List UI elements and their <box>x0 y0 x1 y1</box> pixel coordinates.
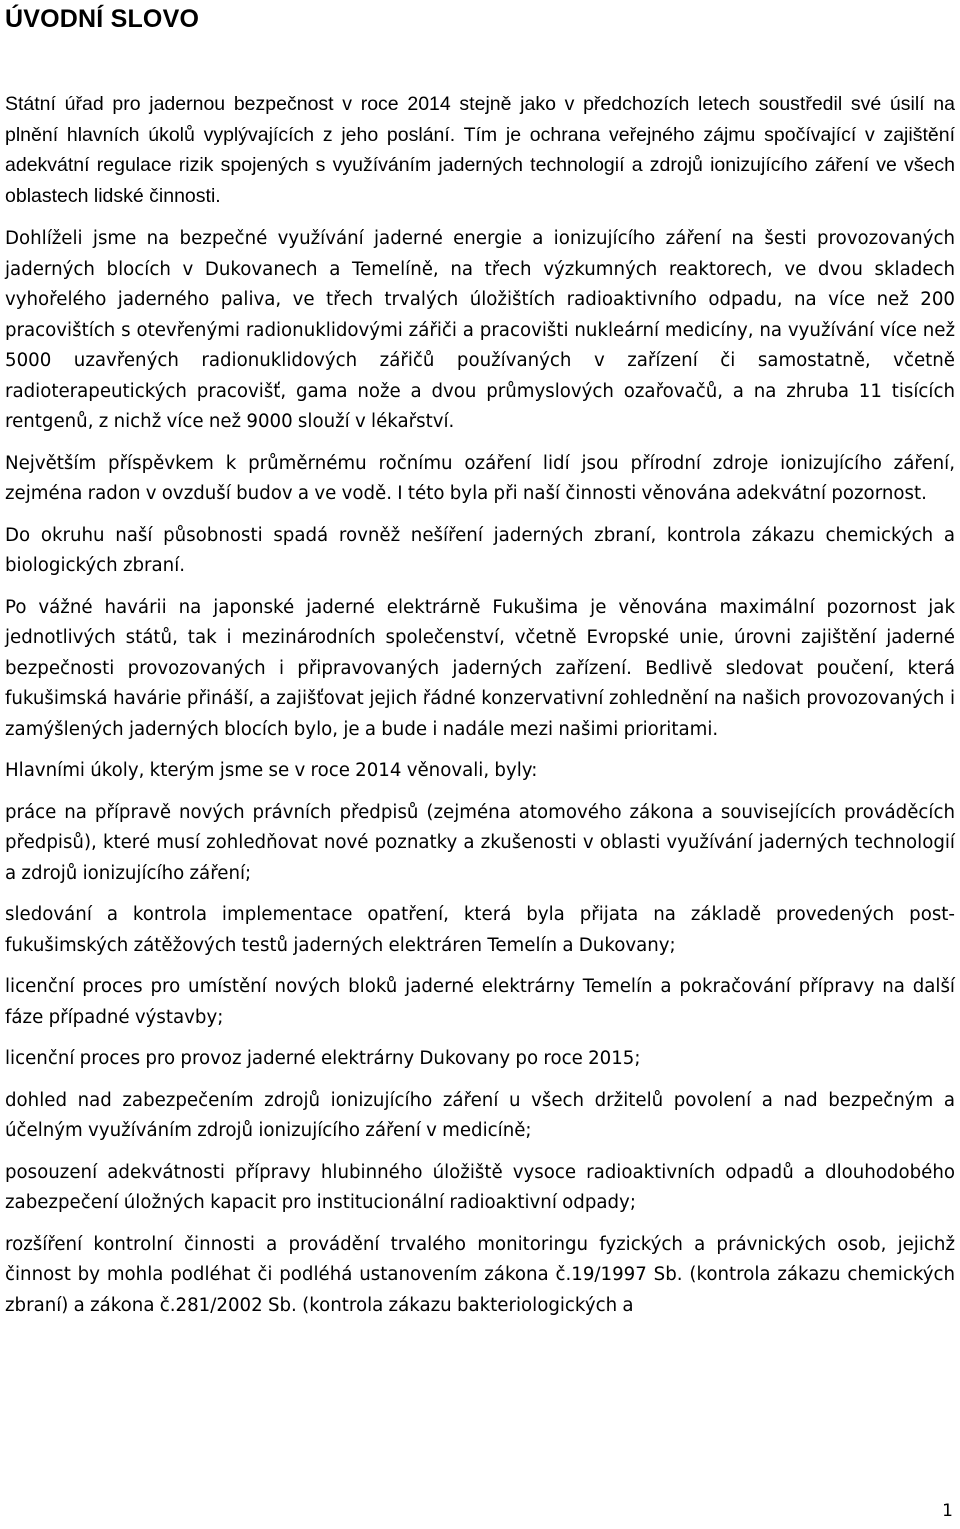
paragraph-intro: Státní úřad pro jadernou bezpečnost v roce 2014 stejně jako v předchozích letech soustředil své úsilí na plnění hlavních úkolů vyplývajících z jeho poslání. Tím je ochrana veřejného zájmu spočívající v zajištění adekvátní regulace rizik spojených s využíváním jaderných technologií a zdrojů ionizujícího záření ve všech oblastech lidské činnosti. <box>5 93 955 207</box>
list-item-stress-tests: sledování a kontrola implementace opatření, která byla přijata na základě provedených post-fukušimských zátěžových testů jaderných elektráren Temelín a Dukovany; <box>5 904 955 956</box>
list-item-repository: posouzení adekvátnosti přípravy hlubinného úložiště vysoce radioaktivních odpadů a dlouhodobého zabezpečení úložných kapacit pro institucionální radioaktivní odpady; <box>5 1161 955 1213</box>
paragraph-fukushima: Po vážné havárii na japonské jaderné elektrárně Fukušima je věnována maximální pozornost jak jednotlivých států, tak i mezinárodních společenství, včetně Evropské unie, úrovni zajištění jaderné bezpečnosti provozovaných i připravovaných jaderných zařízení. Bedlivě sledovat poučení, která fukušimská havárie přináší, a zajišťovat jejich řádné konzervativní zohlednění na našich provozovaných i zamýšlených jaderných blocích bylo, je a bude i nadále mezi našimi prioritami. <box>5 596 955 740</box>
list-item-legislation: práce na přípravě nových právních předpisů (zejména atomového zákona a souvisejících prováděcích předpisů), které musí zohledňovat nové poznatky a zkušenosti v oblasti využívání jaderných technologií a zdrojů ionizujícího záření; <box>5 801 955 884</box>
paragraph-main-tasks-heading: Hlavními úkoly, kterým jsme se v roce 2014 věnovali, byly: <box>5 760 538 781</box>
paragraph-non-proliferation: Do okruhu naší působnosti spadá rovněž nešíření jaderných zbraní, kontrola zákazu chemických a biologických zbraní. <box>5 524 955 576</box>
document-page <box>5 0 957 1529</box>
document-body <box>5 89 955 1332</box>
list-item-source-security: dohled nad zabezpečením zdrojů ionizujícího záření u všech držitelů povolení a nad bezpečným a účelným využíváním zdrojů ionizujícího záření v medicíně; <box>5 1089 955 1141</box>
list-item-inspection: rozšíření kontrolní činnosti a provádění trvalého monitoringu fyzických a právnických osob, jejichž činnost by mohla podléhat či podléhá ustanovením zákona č.19/1997 Sb. (kontrola zákazu chemických zbraní) a zákona č.281/2002 Sb. (kontrola zákazu bakteriologických a <box>5 1233 955 1316</box>
paragraph-natural-sources: Největším příspěvkem k průměrnému ročnímu ozáření lidí jsou přírodní zdroje ionizujícího záření, zejména radon v ovzduší budov a ve vodě. I této byla při naší činnosti věnována adekvátní pozornost. <box>5 452 955 504</box>
list-item-temelin-licensing: licenční proces pro umístění nových bloků jaderné elektrárny Temelín a pokračování přípravy na další fáze případné výstavby; <box>5 976 955 1028</box>
list-item-dukovany-licensing: licenční proces pro provoz jaderné elektrárny Dukovany po roce 2015; <box>5 1048 641 1069</box>
paragraph-oversight: Dohlíželi jsme na bezpečné využívání jaderné energie a ionizujícího záření na šesti provozovaných jaderných blocích v Dukovanech a Temelíně, na třech výzkumných reaktorech, ve dvou skladech vyhořelého jaderného paliva, ve třech trvalých úložištích radioaktivního odpadu, na více než 200 pracovištích s otevřenými radionuklidovými zářiči a pracovišti nukleární medicíny, na využívání více než 5000 uzavřených radionuklidových zářičů používaných v zařízení či samostatně, včetně radioterapeutických pracovišť, gama nože a dvou průmyslových ozařovačů, a na zhruba 11 tisících rentgenů, z nichž více než 9000 slouží v lékařství. <box>5 228 955 432</box>
page-title: ÚVODNÍ SLOVO <box>5 5 200 33</box>
page-number: 1 <box>942 1501 953 1521</box>
